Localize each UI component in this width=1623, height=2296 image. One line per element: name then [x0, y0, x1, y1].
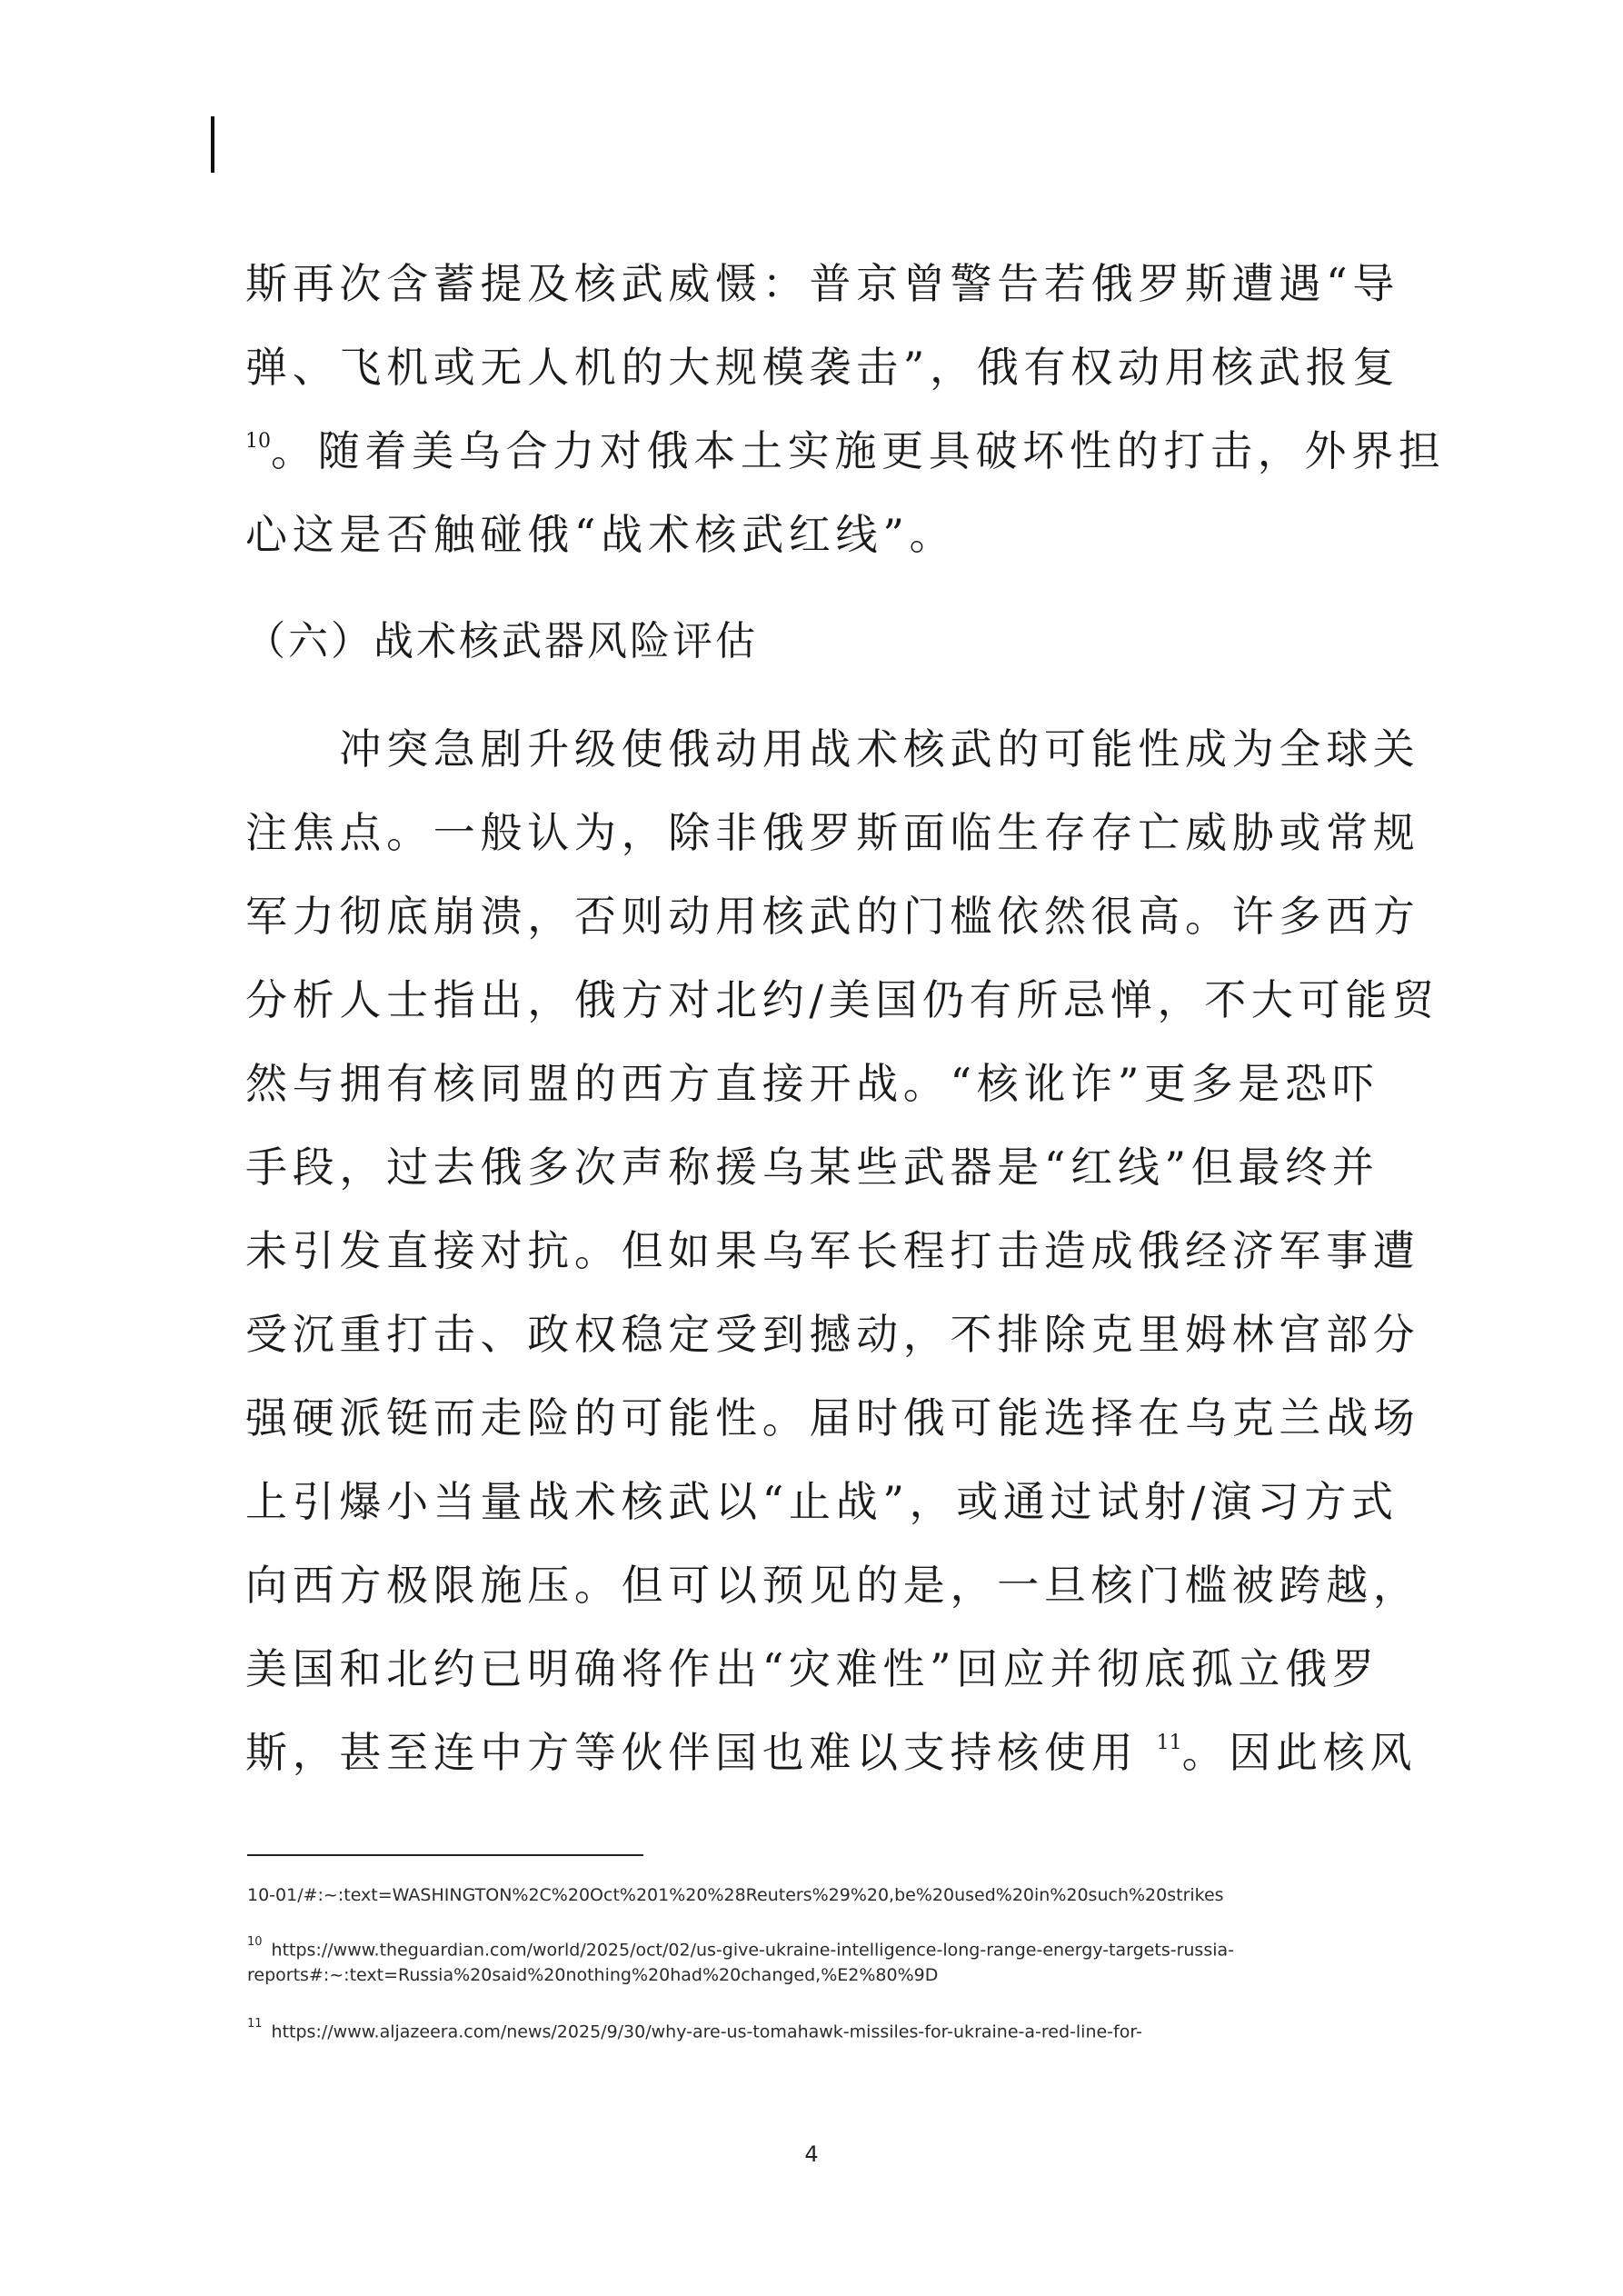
body-line: 强硬派铤而走险的可能性。届时俄可能选择在乌克兰战场 — [245, 1393, 1420, 1442]
body-line: 然与拥有核同盟的西方直接开战。“核讹诈”更多是恐吓 — [245, 1059, 1379, 1108]
body-line: 军力彻底崩溃，否则动用核武的门槛依然很高。许多西方 — [245, 892, 1420, 941]
footnote-ref-11[interactable]: 11 — [1156, 1732, 1182, 1754]
footnote-separator — [247, 1854, 643, 1856]
body-line: 冲突急剧升级使俄动用战术核武的可能性成为全球关 — [245, 724, 1420, 774]
footnote-ref-10[interactable]: 10 — [245, 430, 271, 453]
revision-margin-bar — [211, 116, 214, 173]
footnote-11[interactable]: $^{11}$ https://www.aljazeera.com/news/2025/9/30/why-are-us-tomahawk-missiles-for-ukraine-a-red-line-for- — [247, 2017, 1142, 2042]
body-line: 心这是否触碰俄“战术核武红线”。 — [245, 510, 957, 559]
body-line: 弹、飞机或无人机的大规模袭击”，俄有权动用核武报复 — [245, 343, 1400, 392]
body-line: 手段，过去俄多次声称援乌某些武器是“红线”但最终并 — [245, 1143, 1379, 1192]
footnote-10[interactable]: $^{10}$ https://www.theguardian.com/world/2025/oct/02/us-give-ukraine-intelligence-long-range-energy-targets-russia- — [247, 1935, 1235, 1961]
body-line: 分析人士指出，俄方对北约/美国仍有所忌惮，不大可能贸 — [245, 975, 1439, 1024]
body-line: 斯再次含蓄提及核武威慑：普京曾警告若俄罗斯遭遇“导 — [245, 259, 1400, 308]
page-number: 4 — [804, 2141, 819, 2167]
body-line: $^{10}$。随着美乌合力对俄本土实施更具破坏性的打击，外界担 — [245, 426, 1446, 475]
body-line: 向西方极限施压。但可以预见的是，一旦核门槛被跨越， — [245, 1561, 1420, 1610]
body-line: 斯，甚至连中方等伙伴国也难以支持核使用 $^{11}$。因此核风 — [245, 1728, 1418, 1777]
body-line: 美国和北约已明确将作出“灾难性”回应并彻底孤立俄罗 — [245, 1644, 1379, 1693]
footnote-10-cont[interactable]: reports#:~:text=Russia%20said%20nothing%20had%20changed,%E2%80%9D — [247, 1965, 939, 1985]
body-line: 未引发直接对抗。但如果乌军长程打击造成俄经济军事遭 — [245, 1226, 1420, 1275]
body-line: 受沉重打击、政权稳定受到撼动，不排除克里姆林宫部分 — [245, 1310, 1420, 1359]
section-heading: （六）战术核武器风险评估 — [245, 618, 758, 664]
body-line: 注焦点。一般认为，除非俄罗斯面临生存存亡威胁或常规 — [245, 808, 1420, 857]
body-line: 上引爆小当量战术核武以“止战”，或通过试射/演习方式 — [245, 1477, 1399, 1526]
footnote-continuation[interactable]: 10-01/#:~:text=WASHINGTON%2C%20Oct%201%20%28Reuters%29%20,be%20used%20in%20such%20strikes — [247, 1885, 1224, 1905]
